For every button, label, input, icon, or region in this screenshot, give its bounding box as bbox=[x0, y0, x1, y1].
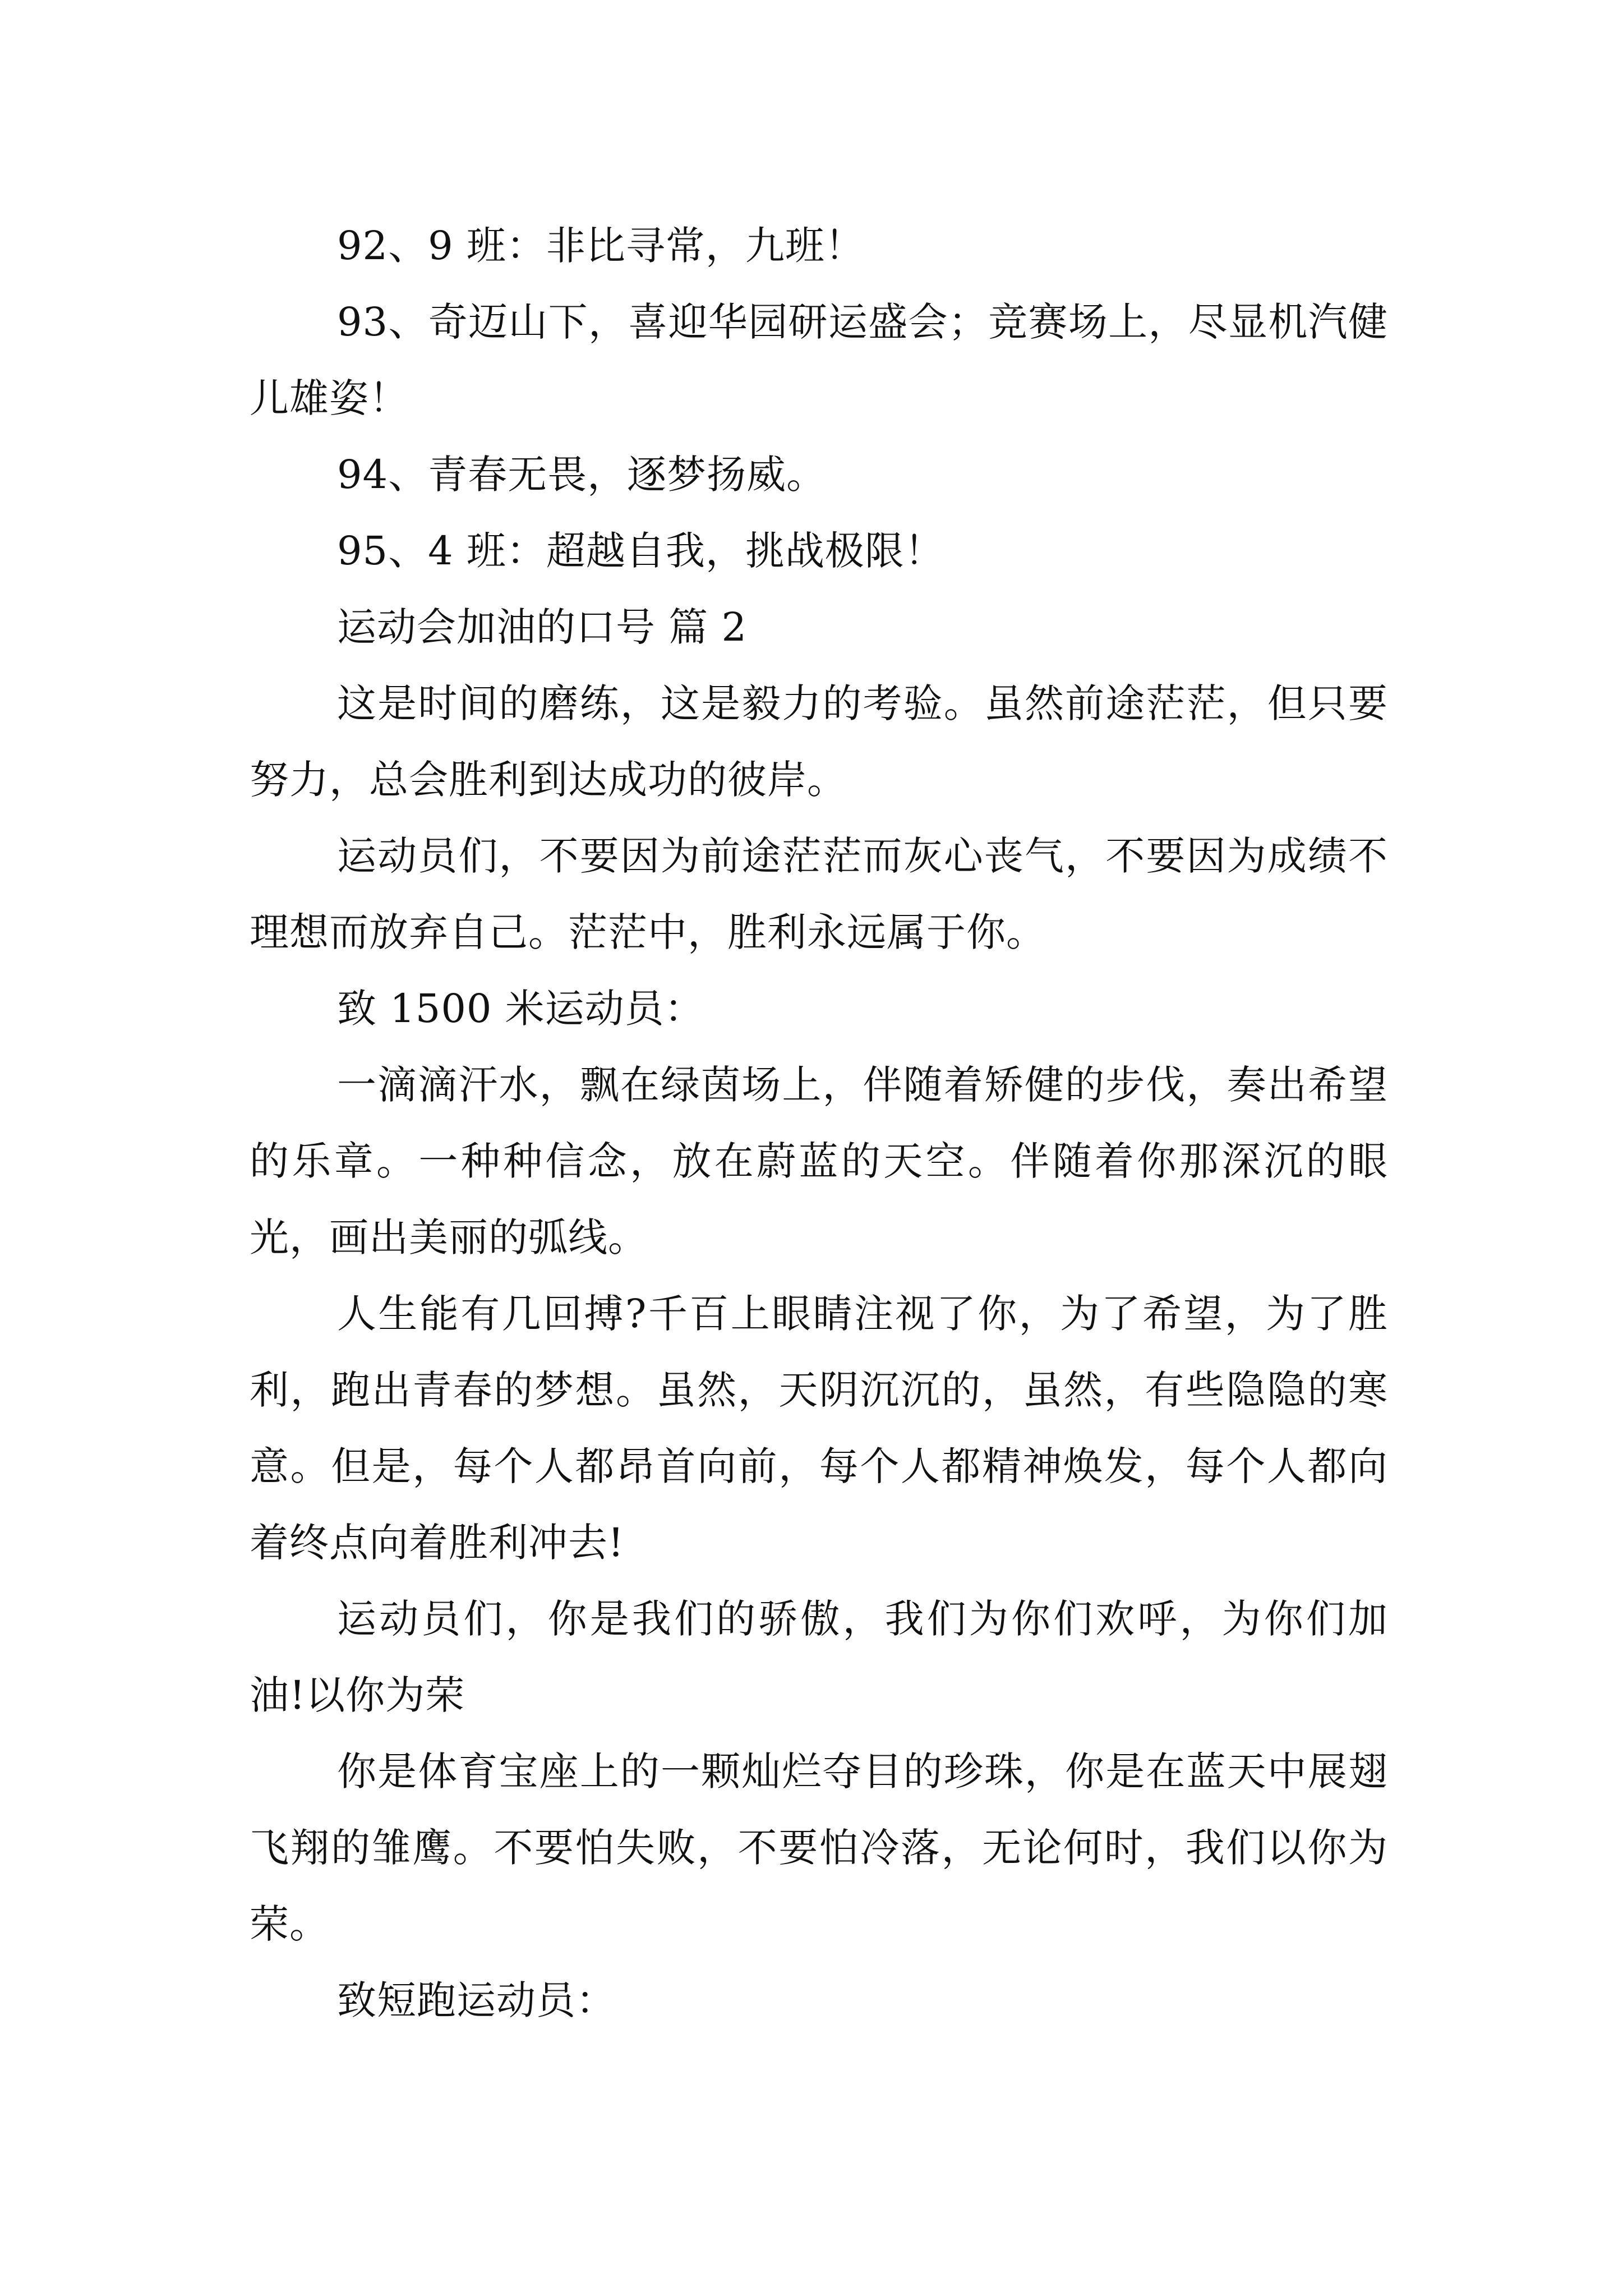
subheading-1500m: 致 1500 米运动员： bbox=[337, 986, 704, 1032]
paragraph-pearl: 你是体育宝座上的一颗灿烂夺目的珍珠，你是在蓝天中展翅飞翔的雏鹰。不要怕失败，不要怕冷落，无论何时，我们以你为荣。 bbox=[250, 1749, 1388, 1947]
paragraph-92: 92、9 班：非比寻常，九班！ bbox=[337, 223, 865, 269]
document-body bbox=[250, 208, 1388, 2039]
paragraph-perseverance: 这是时间的磨练，这是毅力的考验。虽然前途茫茫，但只要努力，总会胜利到达成功的彼岸。 bbox=[250, 680, 1388, 803]
paragraph-pride: 运动员们，你是我们的骄傲，我们为你们欢呼，为你们加油!以你为荣 bbox=[250, 1596, 1388, 1718]
paragraph-93: 93、奇迈山下，喜迎华园研运盛会；竞赛场上，尽显机汽健儿雄姿！ bbox=[250, 299, 1388, 421]
paragraph-95: 95、4 班：超越自我，挑战极限！ bbox=[337, 528, 944, 574]
subheading-sprint: 致短跑运动员： bbox=[337, 1977, 616, 2023]
paragraph-dont-give-up: 运动员们，不要因为前途茫茫而灰心丧气，不要因为成绩不理想而放弃自己。茫茫中，胜利永远属于你。 bbox=[250, 833, 1388, 955]
paragraph-life: 人生能有几回搏?千百上眼睛注视了你，为了希望，为了胜利，跑出青春的梦想。虽然，天阴沉沉的，虽然，有些隐隐的寒意。但是，每个人都昂首向前，每个人都精神焕发，每个人都向着终点向着胜利冲去! bbox=[250, 1291, 1388, 1566]
paragraph-sweat: 一滴滴汗水，飘在绿茵场上，伴随着矫健的步伐，奏出希望的乐章。一种种信念，放在蔚蓝的天空。伴随着你那深沉的眼光，画出美丽的弧线。 bbox=[250, 1062, 1388, 1260]
section-heading: 运动会加油的口号 篇 2 bbox=[337, 604, 748, 650]
paragraph-94: 94、青春无畏，逐梦扬威。 bbox=[337, 452, 827, 498]
